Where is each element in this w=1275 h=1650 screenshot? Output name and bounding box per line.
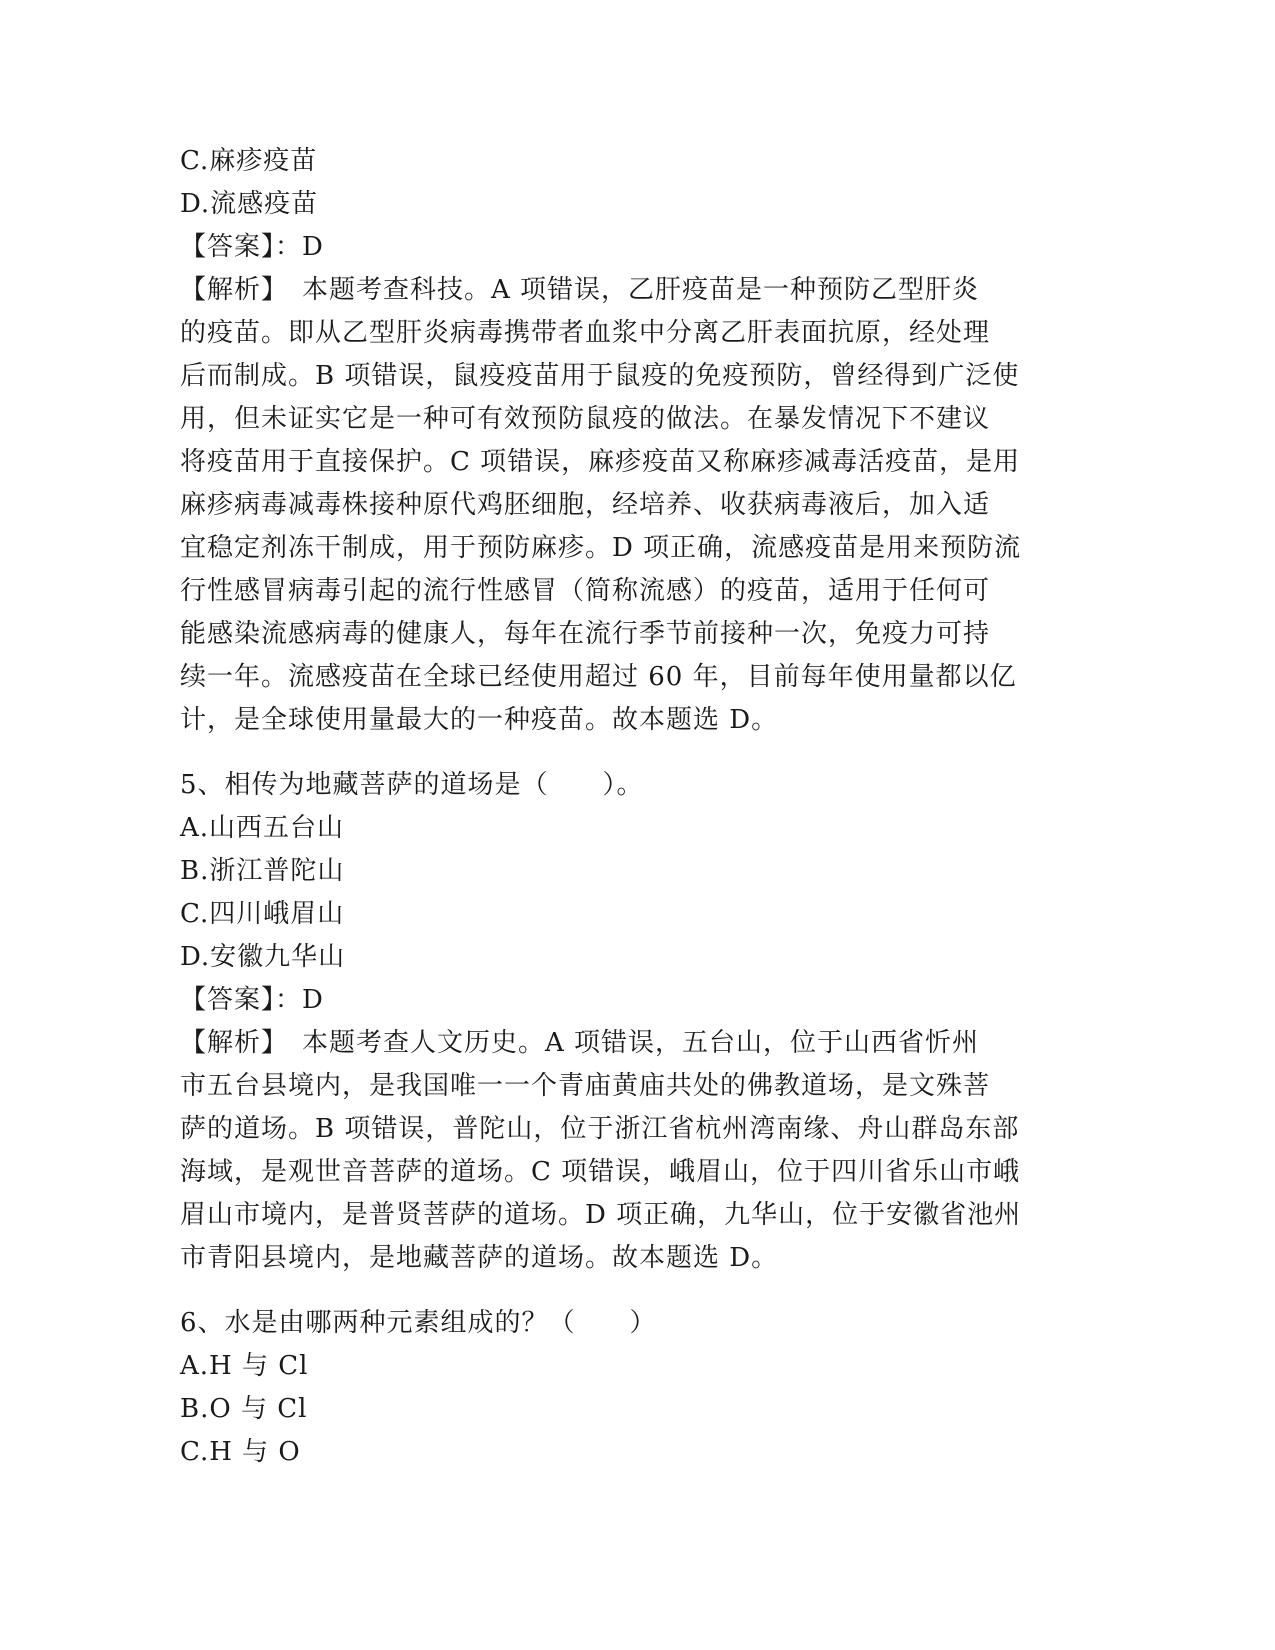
q6-option-c: C.H 与 O xyxy=(180,1437,301,1467)
q4-analysis-line: 宜稳定剂冻干制成，用于预防麻疹。D 项正确，流感疫苗是用来预防流 xyxy=(180,533,1022,563)
q5-analysis-line: 眉山市境内，是普贤菩萨的道场。D 项正确，九华山，位于安徽省池州 xyxy=(180,1200,1022,1230)
q4-option-d: D.流感疫苗 xyxy=(180,189,319,219)
q5-analysis xyxy=(180,1022,1085,1280)
spacer xyxy=(180,1280,1085,1302)
q5-analysis-line: 市五台县境内，是我国唯一一个青庙黄庙共处的佛教道场，是文殊菩 xyxy=(180,1071,991,1101)
q4-analysis-line: 的疫苗。即从乙型肝炎病毒携带者血浆中分离乙肝表面抗原，经处理 xyxy=(180,318,991,348)
q4-analysis-line: 行性感冒病毒引起的流行性感冒（简称流感）的疫苗，适用于任何可 xyxy=(180,576,991,606)
q6-question: 6、水是由哪两种元素组成的？（ ） xyxy=(180,1308,657,1338)
q4-analysis xyxy=(180,269,1085,742)
question-6-block xyxy=(180,1302,1085,1474)
q6-option-b: B.O 与 Cl xyxy=(180,1394,308,1424)
q4-analysis-line: 后而制成。B 项错误，鼠疫疫苗用于鼠疫的免疫预防，曾经得到广泛使 xyxy=(180,361,1020,391)
q4-analysis-line: 【解析】 本题考查科技。A 项错误，乙肝疫苗是一种预防乙型肝炎 xyxy=(180,275,980,305)
q6-option-a: A.H 与 Cl xyxy=(180,1351,309,1381)
q4-analysis-line: 续一年。流感疫苗在全球已经使用超过 60 年，目前每年使用量都以亿 xyxy=(180,662,1017,692)
q5-option-d: D.安徽九华山 xyxy=(180,942,346,972)
q4-analysis-line: 用，但未证实它是一种可有效预防鼠疫的做法。在暴发情况下不建议 xyxy=(180,404,991,434)
q5-question: 5、相传为地藏菩萨的道场是（ ）。 xyxy=(180,770,644,800)
spacer xyxy=(180,742,1085,764)
q5-answer: 【答案】：D xyxy=(180,985,324,1015)
q4-analysis-line: 将疫苗用于直接保护。C 项错误，麻疹疫苗又称麻疹减毒活疫苗，是用 xyxy=(180,447,1021,477)
q4-option-c: C.麻疹疫苗 xyxy=(180,146,318,176)
q5-option-a: A.山西五台山 xyxy=(180,813,345,843)
q5-analysis-line: 海域，是观世音菩萨的道场。C 项错误，峨眉山，位于四川省乐山市峨 xyxy=(180,1157,1021,1187)
question-5-block xyxy=(180,764,1085,1280)
q5-analysis-line: 萨的道场。B 项错误，普陀山，位于浙江省杭州湾南缘、舟山群岛东部 xyxy=(180,1114,1020,1144)
q4-analysis-line: 麻疹病毒减毒株接种原代鸡胚细胞，经培养、收获病毒液后，加入适 xyxy=(180,490,991,520)
question-4-block xyxy=(180,140,1085,742)
q4-analysis-line: 能感染流感病毒的健康人，每年在流行季节前接种一次，免疫力可持 xyxy=(180,619,991,649)
document-page xyxy=(180,140,1085,1474)
q5-option-b: B.浙江普陀山 xyxy=(180,856,345,886)
q5-analysis-line: 【解析】 本题考查人文历史。A 项错误，五台山，位于山西省忻州 xyxy=(180,1028,980,1058)
q5-analysis-line: 市青阳县境内，是地藏菩萨的道场。故本题选 D。 xyxy=(180,1243,779,1273)
q5-option-c: C.四川峨眉山 xyxy=(180,899,345,929)
q4-analysis-line: 计，是全球使用量最大的一种疫苗。故本题选 D。 xyxy=(180,705,779,735)
q4-answer: 【答案】：D xyxy=(180,232,324,262)
